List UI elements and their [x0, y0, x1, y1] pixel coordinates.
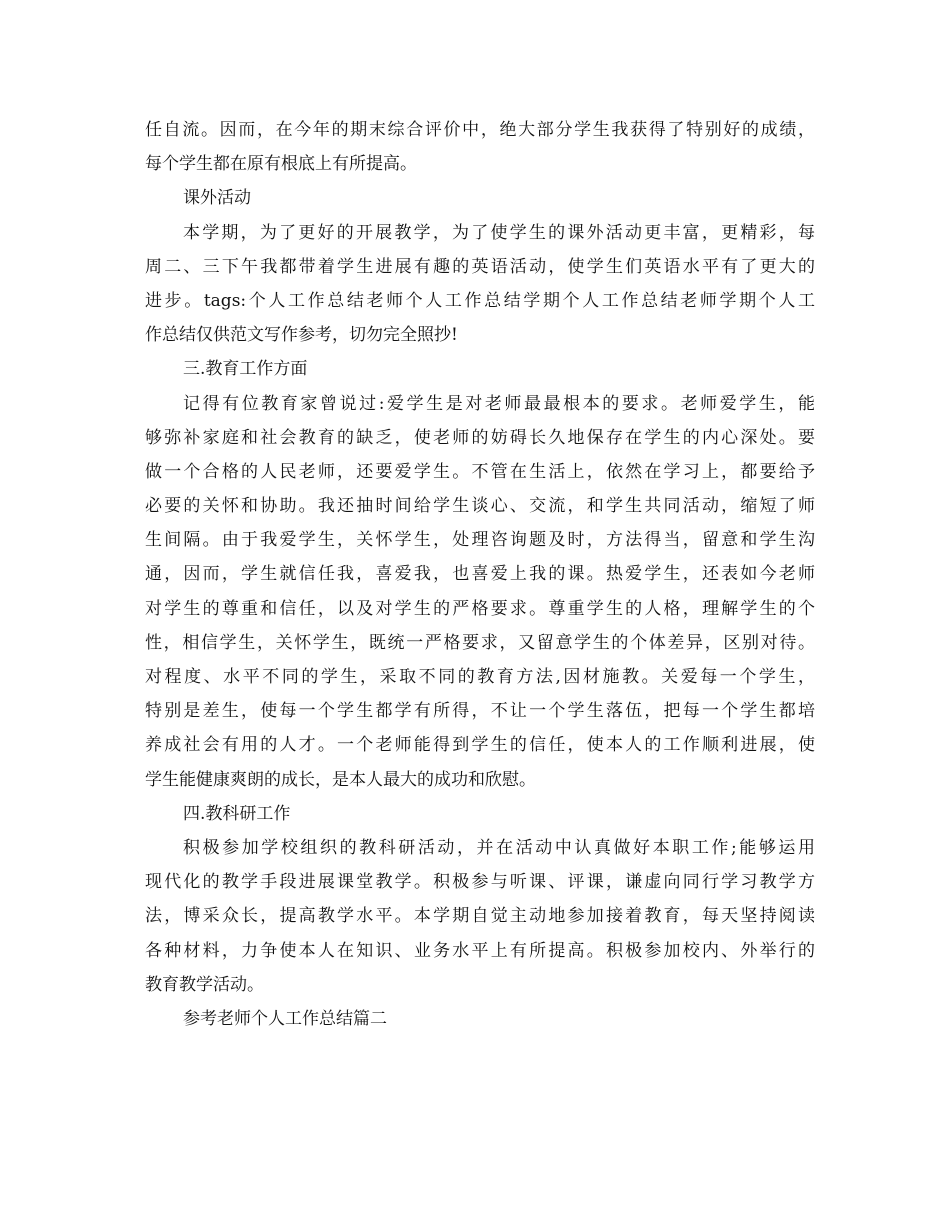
text-line: 做一个合格的人民老师，还要爱学生。不管在生活上，依然在学习上，都要给予: [145, 461, 815, 482]
text-line: 本学期，为了更好的开展教学，为了使学生的课外活动更丰富，更精彩，每: [183, 222, 815, 243]
text-line: 养成社会有用的人才。一个老师能得到学生的信任，使本人的工作顺利进展，使: [145, 735, 815, 756]
section-heading-research: 四.教科研工作: [183, 803, 291, 824]
text-line: 通，因而，学生就信任我，喜爱我，也喜爱上我的课。热爱学生，还表如今老师: [145, 564, 815, 585]
text-line: 教育教学活动。: [145, 974, 264, 995]
text-line: 积极参加学校组织的教科研活动，并在活动中认真做好本职工作;能够运用: [183, 837, 815, 858]
text-line: 任自流。因而，在今年的期末综合评价中，绝大部分学生我获得了特别好的成绩，: [145, 120, 815, 140]
text-line: 周二、三下午我都带着学生进展有趣的英语活动，使学生们英语水平有了更大的: [145, 256, 815, 277]
article-title-part-two: 参考老师个人工作总结篇二: [183, 1008, 387, 1029]
text-line: 作总结仅供范文写作参考，切勿完全照抄!: [145, 325, 458, 346]
text-line: 每个学生都在原有根底上有所提高。: [145, 154, 417, 175]
section-heading-education-work: 三.教育工作方面: [183, 359, 308, 380]
text-line: 各种材料，力争使本人在知识、业务水平上有所提高。积极参加校内、外举行的: [145, 940, 815, 961]
text-line: 特别是差生，使每一个学生都学有所得，不让一个学生落伍，把每一个学生都培: [145, 701, 815, 722]
text-line: 对学生的尊重和信任，以及对学生的严格要求。尊重学生的人格，理解学生的个: [145, 598, 815, 619]
text-line: 对程度、水平不同的学生，采取不同的教育方法,因材施教。关爱每一个学生，: [145, 667, 815, 687]
text-line: 记得有位教育家曾说过:爱学生是对老师最最根本的要求。老师爱学生，能: [183, 393, 815, 414]
text-line: 进步。tags:个人工作总结老师个人工作总结学期个人工作总结老师学期个人工: [145, 290, 815, 311]
text-line: 现代化的教学手段进展课堂教学。积极参与听课、评课，谦虚向同行学习教学方: [145, 872, 815, 893]
text-line: 性，相信学生，关怀学生，既统一严格要求，又留意学生的个体差异，区别对待。: [145, 632, 815, 653]
text-line: 够弥补家庭和社会教育的缺乏，使老师的妨碍长久地保存在学生的内心深处。要: [145, 427, 815, 448]
section-heading-extracurricular: 课外活动: [183, 188, 251, 209]
document-body: [145, 113, 815, 1036]
text-line: 法，博采众长，提高教学水平。本学期自觉主动地参加接着教育，每天坚持阅读: [145, 906, 815, 927]
text-line: 必要的关怀和协助。我还抽时间给学生谈心、交流，和学生共同活动，缩短了师: [145, 496, 815, 517]
text-line: 生间隔。由于我爱学生，关怀学生，处理咨询题及时，方法得当，留意和学生沟: [145, 530, 815, 551]
text-line: 学生能健康爽朗的成长，是本人最大的成功和欣慰。: [145, 769, 536, 790]
